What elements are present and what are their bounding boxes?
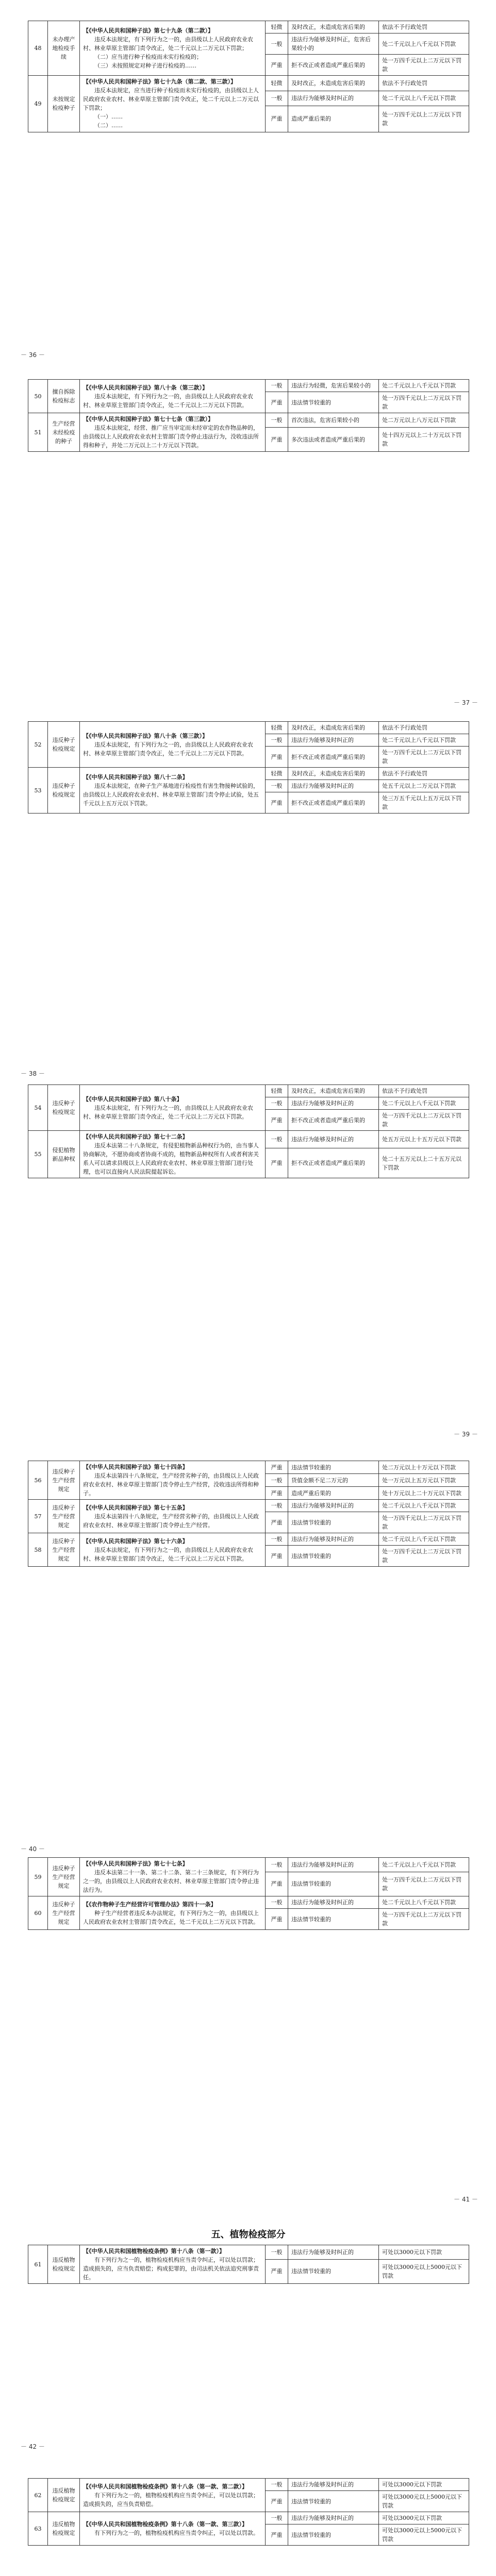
legal-basis xyxy=(80,2245,266,2284)
row-number: 63 xyxy=(28,2512,48,2546)
document-page xyxy=(28,1084,469,1178)
penalty-standard: 处一万四千元以上二万元以下罚款 xyxy=(379,747,469,768)
legal-basis xyxy=(80,768,266,814)
violation-condition: 违法行为能够及时纠正的 xyxy=(288,1097,379,1110)
violation-condition: 违法行为能够及时纠正的 xyxy=(288,2512,379,2524)
law-text: 违反本法第二十一条、第二十二条、第二十三条规定，有下列行为之一的，由县级以上人民政府农业农村、林业草原主管部门责令停止违法行为。 xyxy=(83,1869,259,1894)
violation-condition: 违法行为能够及时纠正的 xyxy=(288,734,379,747)
severity-level: 严重 xyxy=(266,1487,288,1500)
violation-condition: 违法行为能够及时纠正的 xyxy=(288,2479,379,2491)
law-text: 违反本法规定，有下列行为之一的，由县级以上人民政府农业农村、林业草原主管部门责令改正，处二千元以上二万元以下罚款。 xyxy=(83,741,253,757)
violation-condition: 首次违法，危害后果较小的 xyxy=(288,413,379,428)
law-citation: 【《中华人民共和国种子法》第七十九条（第二款、第三款）】 xyxy=(83,78,236,86)
penalty-standard: 处二千元以上八千元以下罚款 xyxy=(379,91,469,106)
penalty-standard: 处二万元以上十万元以下罚款 xyxy=(379,1461,469,1474)
penalty-standard: 处一万四千元以上二万元以下罚款 xyxy=(379,55,469,76)
law-text: （二）…… xyxy=(94,122,123,129)
legal-basis xyxy=(80,2479,266,2512)
violation-condition: 违法行为能够及时纠正的 xyxy=(288,1131,379,1148)
law-text: 违反本法规定，经营、推广应当审定而未经审定的农作物品种的，由县级以上人民政府农业农村主管部门责令停止违法行为，没收违法所得和种子，并处二万元以上二十万元以下罚款。 xyxy=(83,425,259,449)
severity-level: 严重 xyxy=(266,1110,288,1131)
penalty-standard: 依法不予行政处罚 xyxy=(379,722,469,734)
legal-basis xyxy=(80,1085,266,1131)
violation-condition: 造成严重后果的 xyxy=(288,106,379,132)
penalty-standard: 处五万元以上十五万元以下罚款 xyxy=(379,1131,469,1148)
violation-condition: 及时改正，未造成危害后果的 xyxy=(288,768,379,780)
row-number: 60 xyxy=(28,1896,48,1930)
violation-condition: 违法情节较重的 xyxy=(288,2491,379,2512)
law-text: 种子生产经营者违反本办法规定，有下列行为之一的，由县级以上人民政府农业农村主管部门责令改正，处二千元以上二万元以下罚款。 xyxy=(83,1909,259,1925)
violation-condition: 违法情节较重的 xyxy=(288,392,379,413)
violation-item: 违反种子生产经营规定 xyxy=(48,1500,80,1533)
row-number: 49 xyxy=(28,76,48,132)
violation-condition: 及时改正，未造成危害后果的 xyxy=(288,1085,379,1097)
table-row xyxy=(28,1085,469,1097)
penalty-standard: 处一万四千元以上二万元以下罚款 xyxy=(379,392,469,413)
law-citation: 【《中华人民共和国植物检疫条例》第十八条（第一款）】 xyxy=(83,2248,225,2255)
penalty-standard: 处二十五万元以上二十五万元以下罚款 xyxy=(379,1148,469,1178)
severity-level: 一般 xyxy=(266,413,288,428)
document-page xyxy=(28,2478,469,2546)
legal-basis xyxy=(80,1500,266,1533)
severity-level: 一般 xyxy=(266,33,288,55)
severity-level: 轻微 xyxy=(266,1085,288,1097)
page-number: － 36 － xyxy=(21,351,45,359)
page-number: － 37 － xyxy=(454,699,478,706)
page-number: － 39 － xyxy=(454,1431,478,1438)
document-page xyxy=(28,721,469,814)
severity-level: 严重 xyxy=(266,1461,288,1474)
law-citation: 【《中华人民共和国种子法》第七十九条（第二款）】 xyxy=(83,27,213,34)
row-number: 61 xyxy=(28,2245,48,2284)
severity-level: 严重 xyxy=(266,427,288,451)
law-citation: 【《中华人民共和国种子法》第七十七条（第三款）】 xyxy=(83,416,213,423)
law-text: 违反本法规定，有下列行为之一的，由县级以上人民政府农业农村、林业草原主管部门责令改正，处二千元以上二万元以下罚款； xyxy=(83,36,253,52)
violation-condition: 违法行为能够及时纠正的 xyxy=(288,780,379,792)
penalty-table xyxy=(28,2245,469,2284)
severity-level: 一般 xyxy=(266,780,288,792)
penalty-standard: 可处以3000元以下罚款 xyxy=(379,2479,469,2491)
penalty-standard: 处十四万元以上二十万元以下罚款 xyxy=(379,427,469,451)
penalty-standard: 依法不予行政处罚 xyxy=(379,76,469,91)
violation-condition: 违法情节较重的 xyxy=(288,1872,379,1896)
penalty-standard: 处一万元以上五万元以下罚款 xyxy=(379,1474,469,1487)
penalty-standard: 处二千元以上八千元以下罚款 xyxy=(379,1500,469,1512)
violation-item: 违反种子生产经营规定 xyxy=(48,1533,80,1567)
law-text: 违反本法规定，在种子生产基地进行检疫性有害生物接种试验的，由县级以上人民政府农业农村、林业草原主管部门责令停止试验，处五千元以上五万元以下罚款。 xyxy=(83,783,259,807)
violation-item: 生产经营未经检疫的种子 xyxy=(48,413,80,452)
law-text: 违反本法规定，应当进行种子检疫而未实行检疫的，由县级以上人民政府农业农村、林业草原主管部门责令改正，处二千元以上二万元以下罚款； xyxy=(83,87,259,112)
penalty-standard: 处三万五千元以上五万元以下罚款 xyxy=(379,792,469,814)
penalty-standard: 处二千元以上八千元以下罚款 xyxy=(379,1896,469,1909)
severity-level: 严重 xyxy=(266,2524,288,2546)
severity-level: 轻微 xyxy=(266,768,288,780)
violation-item: 擅自拆除检疫标志 xyxy=(48,380,80,413)
row-number: 50 xyxy=(28,380,48,413)
penalty-standard: 处二千元以上八千元以下罚款 xyxy=(379,1097,469,1110)
severity-level: 轻微 xyxy=(266,76,288,91)
legal-basis xyxy=(80,1896,266,1930)
severity-level: 严重 xyxy=(266,1872,288,1896)
violation-condition: 违法情节较重的 xyxy=(288,1909,379,1930)
table-row xyxy=(28,1131,469,1148)
law-text: 有下列行为之一的，植物检疫机构应当责令纠正，可以处以罚款。 xyxy=(94,2530,259,2537)
violation-condition: 违法行为能够及时纠正的 xyxy=(288,2245,379,2260)
severity-level: 严重 xyxy=(266,2259,288,2283)
severity-level: 一般 xyxy=(266,380,288,392)
severity-level: 严重 xyxy=(266,747,288,768)
violation-condition: 及时改正，未造成危害后果的 xyxy=(288,21,379,33)
severity-level: 一般 xyxy=(266,1474,288,1487)
table-row xyxy=(28,2245,469,2260)
violation-condition: 违法行为轻微，危害后果较小的 xyxy=(288,380,379,392)
severity-level: 一般 xyxy=(266,91,288,106)
row-number: 53 xyxy=(28,768,48,814)
law-text: 违反本法第四十八条规定，生产经营劣种子的，由县级以上人民政府农业农村、林业草原主管部门责令停止生产经营，没收违法所得和种子。 xyxy=(83,1472,259,1497)
penalty-table xyxy=(28,1084,469,1178)
violation-item: 违反种子检疫规定 xyxy=(48,722,80,768)
penalty-standard: 处二千元以上八千元以下罚款 xyxy=(379,1858,469,1872)
violation-condition: 违法行为能够及时纠正的 xyxy=(288,1533,379,1546)
row-number: 57 xyxy=(28,1500,48,1533)
law-citation: 【《中华人民共和国植物检疫条例》第十八条（第一款、第三款）】 xyxy=(83,2521,247,2528)
violation-condition: 违法行为能够及时纠正，危害后果较小的 xyxy=(288,33,379,55)
law-text: 违反本法第二十八条规定，有侵犯植物新品种权行为的，由当事人协商解决，不愿协商或者协商不成的，植物新品种权所有人或者利害关系人可以请求县级以上人民政府农业农村、林业草原主管部门进行处理，也可以直接向人民法院提起诉讼。 xyxy=(83,1142,259,1176)
row-number: 54 xyxy=(28,1085,48,1131)
penalty-standard: 处十万元以上二十万元以下罚款 xyxy=(379,1487,469,1500)
document-page xyxy=(28,379,469,452)
row-number: 56 xyxy=(28,1461,48,1500)
legal-basis xyxy=(80,413,266,452)
law-citation: 【《中华人民共和国种子法》第八十条（第三款）】 xyxy=(83,732,208,739)
violation-condition: 货值金额不足二万元的 xyxy=(288,1474,379,1487)
document-page xyxy=(28,21,469,132)
legal-basis xyxy=(80,1858,266,1896)
law-citation: 【《中华人民共和国种子法》第七十四条】 xyxy=(83,1464,188,1470)
violation-condition: 及时改正，未造成危害后果的 xyxy=(288,76,379,91)
legal-basis xyxy=(80,380,266,413)
page-number: － 42 － xyxy=(21,2443,45,2450)
document-page xyxy=(28,2223,469,2284)
row-number: 62 xyxy=(28,2479,48,2512)
severity-level: 严重 xyxy=(266,2491,288,2512)
table-row xyxy=(28,76,469,91)
law-text: 违反本法规定，有下列行为之一的，由县级以上人民政府农业农村、林业草原主管部门责令改正，处二千元以上二万元以下罚款。 xyxy=(83,393,253,409)
table-row xyxy=(28,1858,469,1872)
penalty-standard: 处一万四千元以上二万元以下罚款 xyxy=(379,1512,469,1533)
document-page xyxy=(28,1857,469,1930)
row-number: 48 xyxy=(28,21,48,76)
law-text: 违反本法规定，有下列行为之一的，由县级以上人民政府农业农村、林业草原主管部门责令改正，处二千元以上二万元以下罚款。 xyxy=(83,1104,253,1120)
row-number: 51 xyxy=(28,413,48,452)
violation-condition: 拒不改正或者造成严重后果的 xyxy=(288,1110,379,1131)
violation-item: 违反种子检疫规定 xyxy=(48,768,80,814)
violation-item: 违反种子生产经营规定 xyxy=(48,1858,80,1896)
table-row xyxy=(28,1500,469,1512)
penalty-standard: 依法不予行政处罚 xyxy=(379,21,469,33)
severity-level: 一般 xyxy=(266,1858,288,1872)
penalty-standard: 处一万四千元以上二万元以下罚款 xyxy=(379,1872,469,1896)
violation-condition: 及时改正，未造成危害后果的 xyxy=(288,722,379,734)
law-citation: 【《中华人民共和国种子法》第七十六条】 xyxy=(83,1537,188,1545)
violation-condition: 违法行为能够及时纠正的 xyxy=(288,1500,379,1512)
severity-level: 一般 xyxy=(266,1131,288,1148)
severity-level: 严重 xyxy=(266,106,288,132)
law-text: 违反本法第四十八条规定，生产经营劣种子的，由县级以上人民政府农业农村、林业草原主管部门责令停止生产经营。 xyxy=(83,1513,259,1529)
legal-basis xyxy=(80,1461,266,1500)
legal-basis xyxy=(80,21,266,76)
penalty-standard: 可处以3000元以上5000元以下罚款 xyxy=(379,2259,469,2283)
violation-item: 未办理产地检疫手续 xyxy=(48,21,80,76)
penalty-standard: 处一万四千元以上二万元以下罚款 xyxy=(379,1909,469,1930)
violation-item: 违反植物检疫规定 xyxy=(48,2512,80,2546)
penalty-standard: 依法不予行政处罚 xyxy=(379,1085,469,1097)
law-text: 有下列行为之一的，植物检疫机构应当责令纠正，可以处以罚款；造成损失的，应当负责赔偿；构成犯罪的，由司法机关依法追究刑事责任。 xyxy=(83,2257,259,2281)
penalty-table xyxy=(28,379,469,452)
law-text: （二）应当进行种子检疫而未实行检疫的； xyxy=(94,54,202,61)
legal-basis xyxy=(80,722,266,768)
severity-level: 严重 xyxy=(266,1909,288,1930)
severity-level: 严重 xyxy=(266,392,288,413)
legal-basis xyxy=(80,2512,266,2546)
law-citation: 【《中华人民共和国种子法》第八十二条】 xyxy=(83,774,188,781)
violation-condition: 违法行为能够及时纠正的 xyxy=(288,1896,379,1909)
severity-level: 严重 xyxy=(266,792,288,814)
penalty-standard: 处二千元以上八千元以下罚款 xyxy=(379,734,469,747)
violation-item: 违反植物检疫规定 xyxy=(48,2479,80,2512)
penalty-standard: 处二千元以上八千元以下罚款 xyxy=(379,33,469,55)
violation-item: 未按规定检疫种子 xyxy=(48,76,80,132)
penalty-standard: 处一万四千元以上二万元以下罚款 xyxy=(379,106,469,132)
severity-level: 一般 xyxy=(266,1500,288,1512)
violation-item: 违反种子生产经营规定 xyxy=(48,1896,80,1930)
row-number: 59 xyxy=(28,1858,48,1896)
penalty-standard: 可处以3000元以上5000元以下罚款 xyxy=(379,2524,469,2546)
violation-item: 违反种子检疫规定 xyxy=(48,1085,80,1131)
violation-condition: 违法情节较重的 xyxy=(288,1512,379,1533)
violation-condition: 拒不改正或者造成严重后果的 xyxy=(288,792,379,814)
page-number: － 41 － xyxy=(454,2196,478,2203)
page-number: － 40 － xyxy=(21,1845,45,1853)
penalty-standard: 处一万四千元以上二万元以下罚款 xyxy=(379,1110,469,1131)
violation-condition: 违法情节较重的 xyxy=(288,2259,379,2283)
penalty-table xyxy=(28,721,469,814)
table-row xyxy=(28,413,469,428)
penalty-standard: 处五千元以上二万元以下罚款 xyxy=(379,780,469,792)
row-number: 55 xyxy=(28,1131,48,1178)
violation-condition: 拒不改正或者造成严重后果的 xyxy=(288,1148,379,1178)
penalty-table xyxy=(28,2478,469,2546)
severity-level: 一般 xyxy=(266,2512,288,2524)
violation-condition: 违法行为能够及时纠正的 xyxy=(288,91,379,106)
row-number: 58 xyxy=(28,1533,48,1567)
severity-level: 一般 xyxy=(266,1097,288,1110)
law-citation: 【《中华人民共和国植物检疫条例》第十八条（第一款、第二款）】 xyxy=(83,2483,247,2490)
row-number: 52 xyxy=(28,722,48,768)
law-text: （三）未按照规定对种子进行检疫的…… xyxy=(94,62,196,70)
violation-condition: 造成严重后果的 xyxy=(288,1487,379,1500)
penalty-standard: 可处以3000元以下罚款 xyxy=(379,2512,469,2524)
violation-condition: 拒不改正或者造成严重后果的 xyxy=(288,747,379,768)
law-citation: 【《中华人民共和国种子法》第八十条（第三款）】 xyxy=(83,384,208,391)
severity-level: 严重 xyxy=(266,1512,288,1533)
severity-level: 轻微 xyxy=(266,722,288,734)
severity-level: 严重 xyxy=(266,1546,288,1567)
table-row xyxy=(28,2512,469,2524)
table-row xyxy=(28,1533,469,1546)
penalty-table xyxy=(28,1461,469,1567)
severity-level: 一般 xyxy=(266,2245,288,2260)
violation-condition: 违法行为能够及时纠正的 xyxy=(288,1858,379,1872)
penalty-standard: 可处以3000元以上5000元以下罚款 xyxy=(379,2491,469,2512)
violation-condition: 违法情节较重的 xyxy=(288,1546,379,1567)
table-row xyxy=(28,21,469,33)
penalty-standard: 处二千元以上八千元以下罚款 xyxy=(379,380,469,392)
table-row xyxy=(28,1896,469,1909)
section-title: 五、植物检疫部分 xyxy=(211,2229,286,2240)
severity-level: 轻微 xyxy=(266,21,288,33)
page-number: － 38 － xyxy=(21,1070,45,1077)
violation-condition: 违法情节较重的 xyxy=(288,2524,379,2546)
penalty-standard: 处二千元以上八千元以下罚款 xyxy=(379,1533,469,1546)
violation-condition: 拒不改正或者造成严重后果的 xyxy=(288,55,379,76)
penalty-standard: 可处以3000元以下罚款 xyxy=(379,2245,469,2260)
severity-level: 严重 xyxy=(266,1148,288,1178)
severity-level: 一般 xyxy=(266,734,288,747)
law-text: （一）…… xyxy=(94,113,123,121)
legal-basis xyxy=(80,76,266,132)
violation-item: 违反种子生产经营规定 xyxy=(48,1461,80,1500)
penalty-table xyxy=(28,21,469,132)
table-row xyxy=(28,1461,469,1474)
severity-level: 一般 xyxy=(266,1896,288,1909)
severity-level: 一般 xyxy=(266,1533,288,1546)
table-row xyxy=(28,768,469,780)
document-page xyxy=(28,1461,469,1567)
violation-item: 违反植物检疫规定 xyxy=(48,2245,80,2284)
penalty-standard: 处二万元以上八万元以下罚款 xyxy=(379,413,469,428)
violation-condition: 违法情节较重的 xyxy=(288,1461,379,1474)
law-text: 有下列行为之一的，植物检疫机构应当责令纠正，可以处以罚款；造成损失的，应当负责赔偿。 xyxy=(83,2492,259,2507)
penalty-table xyxy=(28,1857,469,1930)
law-citation: 【《中华人民共和国种子法》第七十五条】 xyxy=(83,1504,188,1511)
table-row xyxy=(28,380,469,392)
law-text: 违反本法规定，有下列行为之一的，由县级以上人民政府农业农村、林业草原主管部门责令改正，处二千元以上二万元以下罚款。 xyxy=(83,1546,253,1562)
penalty-standard: 依法不予行政处罚 xyxy=(379,768,469,780)
legal-basis xyxy=(80,1533,266,1567)
violation-item: 侵犯植物新品种权 xyxy=(48,1131,80,1178)
law-citation: 【《农作物种子生产经营许可管理办法》第四十一条】 xyxy=(83,1901,217,1908)
law-citation: 【《中华人民共和国种子法》第七十二条】 xyxy=(83,1133,188,1141)
law-citation: 【《中华人民共和国种子法》第七十七条】 xyxy=(83,1860,188,1867)
legal-basis xyxy=(80,1131,266,1178)
severity-level: 严重 xyxy=(266,55,288,76)
table-row xyxy=(28,722,469,734)
table-row xyxy=(28,2479,469,2491)
violation-condition: 多次违法或者造成严重后果的 xyxy=(288,427,379,451)
severity-level: 一般 xyxy=(266,2479,288,2491)
law-citation: 【《中华人民共和国种子法》第八十条】 xyxy=(83,1095,183,1103)
penalty-standard: 处一万四千元以上二万元以下罚款 xyxy=(379,1546,469,1567)
